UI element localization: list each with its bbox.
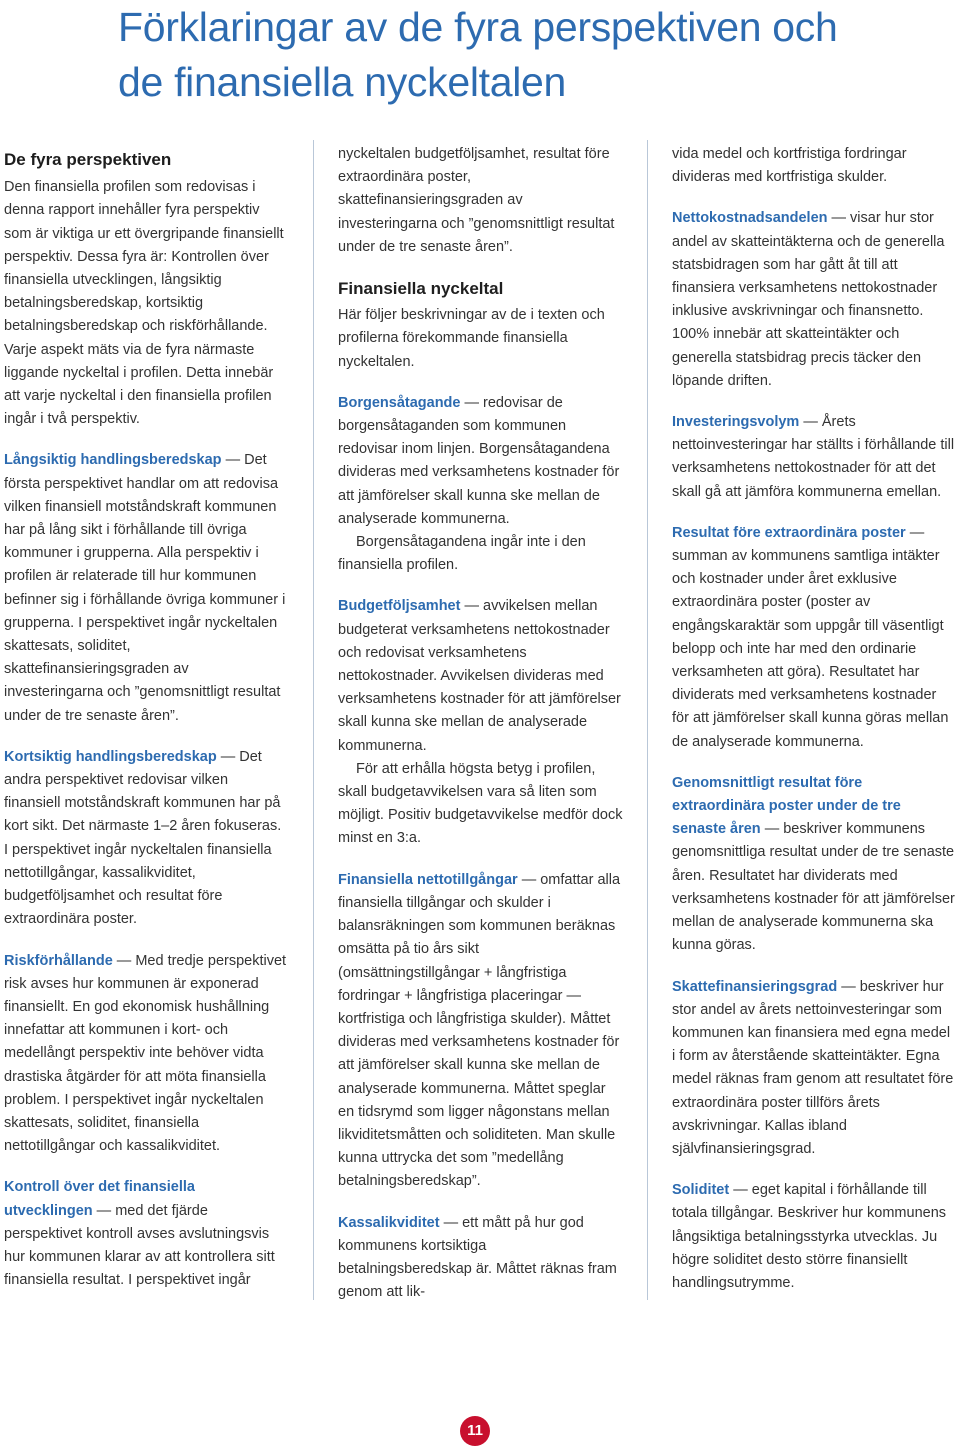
definition: — summan av kommunens samtliga intäkter och kostnader under året exklusive extraordinära poster (poster av engångskaraktär som uppgår till väsentligt belopp och inte har med den ordinarie verksamheten att göra). Resultatet har dividerats med verksamhetens kostnader för att jämförelser skall kunna göras mellan de analyserade kommunerna. (672, 524, 949, 750)
term: Budgetföljsamhet (338, 598, 461, 615)
term: Genomsnittligt resultat före extraordinära poster under de tre senaste åren (672, 774, 901, 838)
key-ratios-intro: Här följer beskrivningar av de i texten och profilerna förekommande finansiella nyckeltalen. (338, 307, 605, 370)
ratio-self-financing (672, 976, 956, 1162)
definition: — ett mått på hur god kommunens kortsiktiga betalningsberedskap är. Måttet räknas fram genom att lik- (338, 1214, 617, 1301)
ratio-cash-liquidity (338, 1212, 623, 1305)
term: Kontroll över det finansiella utvecklingen (4, 1179, 195, 1219)
term: Långsiktig handlingsberedskap (4, 452, 222, 469)
definition: — redovisar de borgensåtaganden som kommunen redovisar inom linjen. Borgensåtagandena divideras med verksamhetens kostnader för att jämförelser skall kunna ske mellan de analyserade kommunerna. (338, 394, 620, 527)
title-line-1: Förklaringar av de fyra perspektiven och (118, 4, 838, 50)
page-number-badge: 11 (460, 1416, 490, 1446)
definition: — eget kapital i förhållande till totala tillgångar. Beskriver hur kommunens långsiktiga betalningsstyrka utvecklas. Ju högre soliditet desto större finansiellt handlingsutrymme. (672, 1182, 947, 1291)
ratio-average-result (672, 772, 956, 958)
title-line-2: de finansiella nyckeltalen (118, 59, 567, 105)
perspective-long-term (4, 449, 287, 727)
column-2 (338, 143, 623, 1322)
section-heading-key-ratios: Finansiella nyckeltal (338, 279, 504, 299)
ratio-net-cost-share (672, 207, 956, 393)
term: Resultat före extraordinära poster (672, 524, 906, 541)
continued-paragraph: nyckeltalen budgetföljsamhet, resultat före extraordinära poster, skattefinansieringsgraden av investeringarna och ”genomsnittligt resultat under de tre senaste åren”. (338, 146, 615, 255)
ratio-result-before-extraordinary (672, 522, 956, 754)
term: Riskförhållande (4, 952, 113, 969)
column-divider (647, 140, 648, 1300)
term: Borgensåtagande (338, 394, 461, 411)
page-title (118, 0, 958, 110)
term: Soliditet (672, 1182, 730, 1199)
ratio-solidity (672, 1179, 956, 1295)
ratio-budget-compliance (338, 595, 623, 757)
definition: — beskriver kommunens genomsnittliga resultat under de tre senaste åren. Resultatet har dividerats med verksamhetens kostnader för att jämförelser mellan de analyserade kommunerna ska kunna göras. (672, 821, 955, 954)
definition: — omfattar alla finansiella tillgångar och skulder i balansräkningen som kommunen beräknas omsätta på tio års sikt (omsättningstillgångar + långfristiga fordringar + långfristiga placeringar — kortfristiga och långfristiga skulder). Måttet divideras med verksamhetens kostnader för att jämförelser skall kunna ske mellan de analyserade kommunerna. Måttet speglar en tidsrymd som ligger någonstans mellan likviditetsmåtten och soliditeten. Man skulle kunna uttrycka det som ”medellång betalningsberedskap”. (338, 871, 621, 1190)
continued-paragraph: vida medel och kortfristiga fordringar divideras med kortfristiga skulder. (672, 146, 907, 186)
definition: — Det andra perspektivet redovisar vilken finansiell motståndskraft kommunen har på kort sikt. Det närmaste 1–2 åren fokuseras. I perspektivet ingår nyckeltalen finansiella nettotillgångar, kassalikviditet, budgetföljsamhet och resultat före extraordinära poster. (4, 748, 282, 928)
column-1 (4, 143, 287, 1310)
term: Kassalikviditet (338, 1214, 440, 1231)
column-divider (313, 140, 314, 1300)
definition: — beskriver hur stor andel av årets nettoinvesteringar som kommunen kan finansiera med egna medel i form av återstående skatteintäkter. Egna medel räknas fram genom att resultatet före extraordinära poster tillförs årets avskrivningar. Kallas ibland självfinansieringsgrad. (672, 978, 954, 1157)
term: Skattefinansieringsgrad (672, 978, 838, 995)
ratio-guarantee (338, 392, 623, 531)
term: Kortsiktig handlingsberedskap (4, 748, 217, 765)
column-3 (672, 143, 956, 1313)
ratio-budget-compliance-note: För att erhålla högsta betyg i profilen, skall budgetavvikelsen vara så liten som möjligt. Positiv budgetavvikelse medför dock minst en 3:a. (338, 760, 623, 847)
definition: — Med tredje perspektivet risk avses hur kommunen är exponerad finansiellt. En god ekonomisk hushållning innefattar att kommunen i kort- och medellångt perspektiv inte behöver vidta drastiska åtgärder för att möta finansiella problem. I perspektivet ingår nyckeltalen skattesats, soliditet, finansiella nettotillgångar och kassalikviditet. (4, 952, 287, 1155)
definition: — visar hur stor andel av skatteintäkterna och de generella statsbidragen som har gått åt till att finansiera verksamhetens nettokostnader inklusive avskrivningar och finansnetto. 100% innebär att skatteintäkter och generella statsbidrag precis täcker den löpande driften. (672, 210, 945, 389)
term: Finansiella nettotillgångar (338, 871, 518, 888)
definition: — med det fjärde perspektivet kontroll avses avslutningsvis hur kommunen klarar av att kontrollera sitt finansiella resultat. I perspektivet ingår (4, 1202, 275, 1289)
definition: — avvikelsen mellan budgeterat verksamhetens nettokostnader och redovisat verksamhetens nettokostnader. Avvikelsen divideras med verksamhetens kostnader för att jämförelser skall kunna ske mellan de analyserade kommunerna. (338, 598, 621, 754)
perspective-control (4, 1176, 287, 1292)
ratio-investment-volume (672, 411, 956, 504)
intro-paragraph: Den finansiella profilen som redovisas i denna rapport innehåller fyra perspektiv som är viktiga ur ett övergripande finansiellt perspektiv. Dessa fyra är: Kontrollen över finansiella utvecklingen, långsiktig betalningsberedskap, kortsiktig betalningsberedskap och riskförhållande. Varje aspekt mäts via de fyra närmaste liggande nyckeltal i profilen. Detta innebär att varje nyckeltal i den finansiella profilen ingår i två perspektiv. (4, 179, 284, 428)
perspective-short-term (4, 746, 287, 932)
term: Nettokostnadsandelen (672, 210, 828, 227)
ratio-net-financial-assets (338, 869, 623, 1194)
term: Investeringsvolym (672, 414, 800, 431)
perspective-risk (4, 950, 287, 1159)
section-heading-perspectives: De fyra perspektiven (4, 150, 172, 169)
ratio-guarantee-note: Borgensåtagandena ingår inte i den finansiella profilen. (338, 534, 586, 574)
definition: — Det första perspektivet handlar om att redovisa vilken finansiell motståndskraft kommunen har på lång sikt i förhållande till övriga kommuner i grupperna. Alla perspektiv i profilen är relaterade till hur kommunen befinner sig i förhållande övriga kommuner i grupperna. I perspektivet ingår nyckeltalen skattesats, soliditet, skattefinansieringsgraden av investeringarna och ”genomsnittligt resultat under de tre senaste åren”. (4, 452, 286, 724)
definition: — Årets nettoinvesteringar har ställts i förhållande till verksamhetens nettokostnader för att det skall gå att jämföra kommunerna emellan. (672, 414, 955, 500)
